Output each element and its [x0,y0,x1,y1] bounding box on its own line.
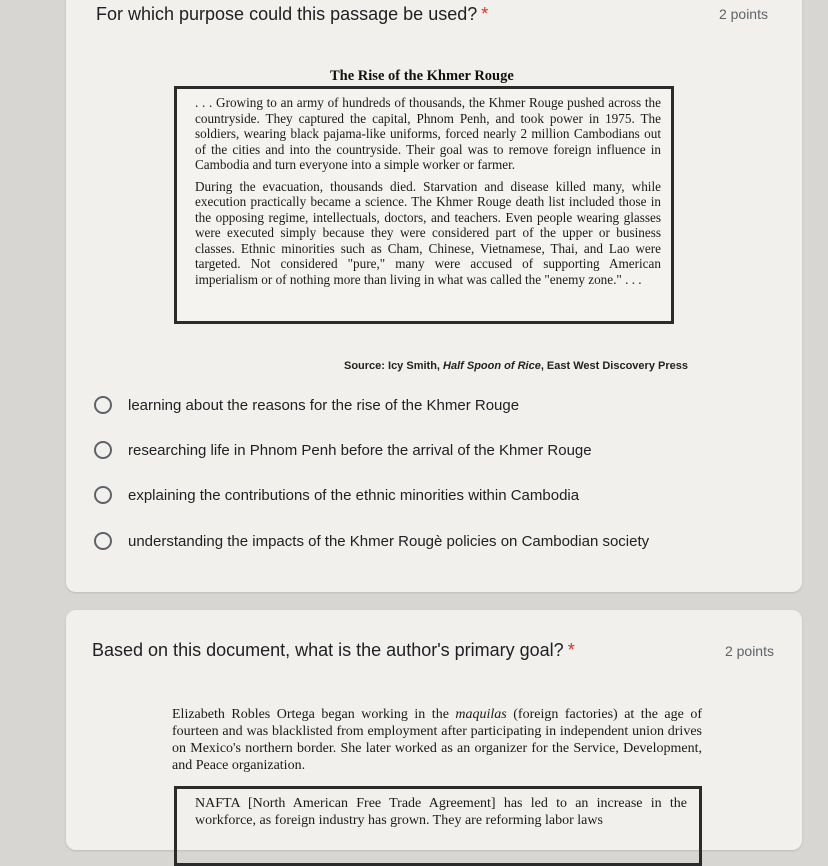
answer-option-3[interactable] [94,482,579,508]
passage-source: Source: Icy Smith, Half Spoon of Rice, East West Discovery Press [344,360,688,372]
radio-button[interactable] [94,396,112,414]
answer-option-1[interactable] [94,392,519,418]
question-text: Based on this document, what is the author's primary goal? [92,640,564,660]
radio-button[interactable] [94,486,112,504]
question-title [96,4,488,25]
quote-text: NAFTA [North American Free Trade Agreement] has led to an increase in the workforce, as foreign industry has grown. They are reforming labor laws [195,796,687,828]
question-card-2 [66,610,802,850]
maquilas-term: maquilas [455,707,507,722]
passage-paragraph-2: During the evacuation, thousands died. Starvation and disease killed many, while execution practically became a science. The Khmer Rouge death list included those in the opposing regime, intellectuals, doctors, and teachers. Even people wearing glasses were executed simply because they were considered part of the upper or business classes. Ethnic minorities such as Cham, Chinese, Vietnamese, Thai, and Lao were targeted. Not considered "pure," many were accused of supporting American imperialism or of nothing more than living in what was called the "enemy zone." . . . [195,178,661,287]
question-title [92,640,575,661]
required-asterisk: * [481,4,489,24]
document-intro: Elizabeth Robles Ortega began working in the maquilas (foreign factories) at the age of fourteen and was blacklisted from employment after participating in independent union drives on Mexico's northern border. She later worked as an organizer for the Service, Development, and Peace organization. [172,707,702,773]
required-asterisk: * [567,640,575,660]
question-text: For which purpose could this passage be used? [96,4,478,24]
passage-title: The Rise of the Khmer Rouge [330,68,514,84]
option-label: understanding the impacts of the Khmer Rougè policies on Cambodian society [128,532,650,550]
answer-option-4[interactable] [94,528,649,554]
question-card-1 [66,0,802,592]
passage-box [174,86,674,324]
source-book-title: Half Spoon of Rice [443,360,541,372]
points-label: 2 points [724,643,774,659]
option-label: learning about the reasons for the rise of the Khmer Rouge [128,396,520,414]
passage-paragraph-1: . . . Growing to an army of hundreds of thousands, the Khmer Rouge pushed across the countryside. They captured the capital, Phnom Penh, and took power in 1975. The soldiers, wearing black pajama-like uniforms, forced nearly 2 million Cambodians out of the cities and into the countryside. Their goal was to remove foreign influence in Cambodia and turn everyone into a simple worker or farmer. [195,95,661,172]
option-label: explaining the contributions of the ethnic minorities within Cambodia [128,486,580,504]
answer-option-2[interactable] [94,437,592,463]
option-label: researching life in Phnom Penh before the arrival of the Khmer Rouge [128,441,592,459]
radio-button[interactable] [94,441,112,459]
radio-button[interactable] [94,532,112,550]
points-label: 2 points [718,6,768,22]
document-quote-box [174,786,702,866]
